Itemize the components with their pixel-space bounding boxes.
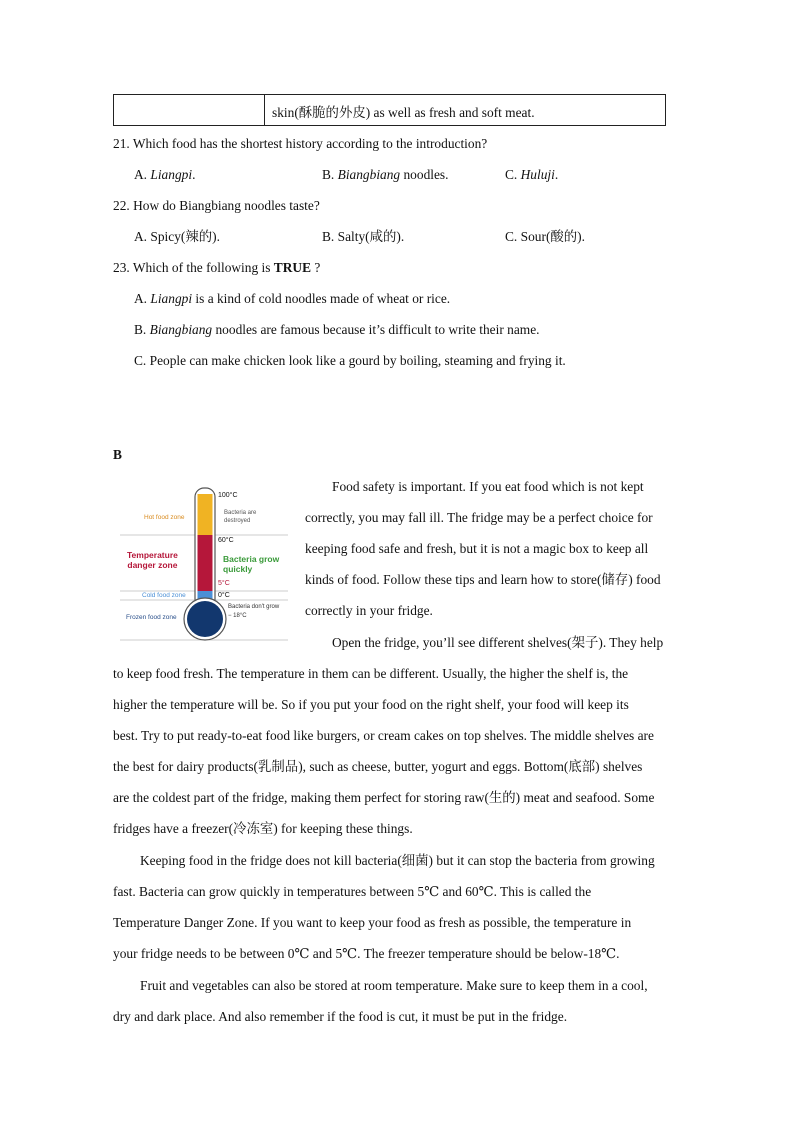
label-frozen-zone: Frozen food zone	[126, 614, 177, 621]
q22-option-a: A. Spicy(辣的).	[134, 229, 220, 244]
section-label: B	[113, 447, 122, 462]
q21-option-c: C. Huluji.	[505, 167, 559, 182]
label-bacteria-grow: Bacteria grow quickly	[223, 554, 280, 574]
p2-line: higher the temperature will be. So if you put your food on the right shelf, your food will keep its	[113, 697, 629, 712]
q23-option-b: B. Biangbiang noodles are famous because it’s difficult to write their name.	[134, 322, 540, 337]
p3-line: Keeping food in the fridge does not kill bacteria(细菌) but it can stop the bacteria from growing	[140, 853, 655, 868]
p2-line: best. Try to put ready-to-eat food like burgers, or cream cakes on top shelves. The middle shelves are	[113, 728, 654, 743]
hot-segment	[198, 494, 213, 535]
q21-option-b: B. Biangbiang noodles.	[322, 167, 449, 182]
paragraph-2	[113, 627, 683, 844]
q23-option-a: A. Liangpi is a kind of cold noodles made of wheat or rice.	[134, 291, 451, 306]
p1-line: keeping food safe and fresh, but it is not a magic box to keep all	[305, 541, 649, 556]
paragraph-3	[113, 845, 683, 969]
label-60c: 60°C	[218, 537, 234, 544]
label-danger-zone: Temperature danger zone	[127, 550, 178, 570]
label-hot-zone: Hot food zone	[144, 514, 185, 521]
p2-line: Open the fridge, you’ll see different shelves(架子). They help	[332, 635, 664, 650]
p1-line: correctly, you may fall ill. The fridge may be a perfect choice for	[305, 510, 653, 525]
p3-line: your fridge needs to be between 0℃ and 5℃. The freezer temperature should be below-18℃.	[113, 946, 620, 961]
label-100c: 100°C	[218, 492, 238, 499]
p1-line: Food safety is important. If you eat food which is not kept	[332, 479, 644, 494]
question-21: 21. Which food has the shortest history according to the introduction?	[113, 136, 488, 151]
p2-line: fridges have a freezer(冷冻室) for keeping these things.	[113, 821, 413, 836]
table-divider	[264, 95, 265, 125]
paragraph-1	[305, 471, 680, 626]
p2-line: the best for dairy products(乳制品), such as cheese, butter, yogurt and eggs. Bottom(底部) shelves	[113, 759, 643, 774]
label-destroyed: Bacteria are destroyed	[224, 510, 257, 524]
p1-line: kinds of food. Follow these tips and learn how to store(储存) food	[305, 572, 661, 587]
label-cold-zone: Cold food zone	[142, 592, 186, 599]
thermometer-diagram	[120, 484, 292, 644]
q22-option-b: B. Salty(咸的).	[322, 229, 405, 244]
paragraph-4	[113, 970, 683, 1032]
question-22: 22. How do Biangbiang noodles taste?	[113, 198, 320, 213]
question-23: 23. Which of the following is TRUE ?	[113, 260, 321, 275]
p4-line: dry and dark place. And also remember if the food is cut, it must be put in the fridge.	[113, 1009, 568, 1024]
p2-line: are the coldest part of the fridge, making them perfect for storing raw(生的) meat and seafood. Some	[113, 790, 655, 805]
p4-line: Fruit and vegetables can also be stored at room temperature. Make sure to keep them in a cool,	[140, 978, 648, 993]
p3-line: fast. Bacteria can grow quickly in temperatures between 5℃ and 60℃. This is called the	[113, 884, 592, 899]
q23-option-c: C. People can make chicken look like a gourd by boiling, steaming and frying it.	[134, 353, 566, 368]
p3-line: Temperature Danger Zone. If you want to keep your food as fresh as possible, the temperature in	[113, 915, 632, 930]
table-cell: skin(酥脆的外皮) as well as fresh and soft meat.	[272, 105, 535, 120]
table-fragment	[113, 94, 666, 126]
p2-line: to keep food fresh. The temperature in them can be different. Usually, the higher the shelf is, the	[113, 666, 629, 681]
p1-line: correctly in your fridge.	[305, 603, 433, 618]
label-dont-grow: Bacteria don't grow − 18°C	[228, 604, 280, 619]
label-0c: 0°C	[218, 592, 230, 599]
q22-option-c: C. Sour(酸的).	[505, 229, 585, 244]
danger-segment	[198, 535, 213, 591]
q21-option-a: A. Liangpi.	[134, 167, 196, 182]
label-5c: 5°C	[218, 580, 230, 587]
